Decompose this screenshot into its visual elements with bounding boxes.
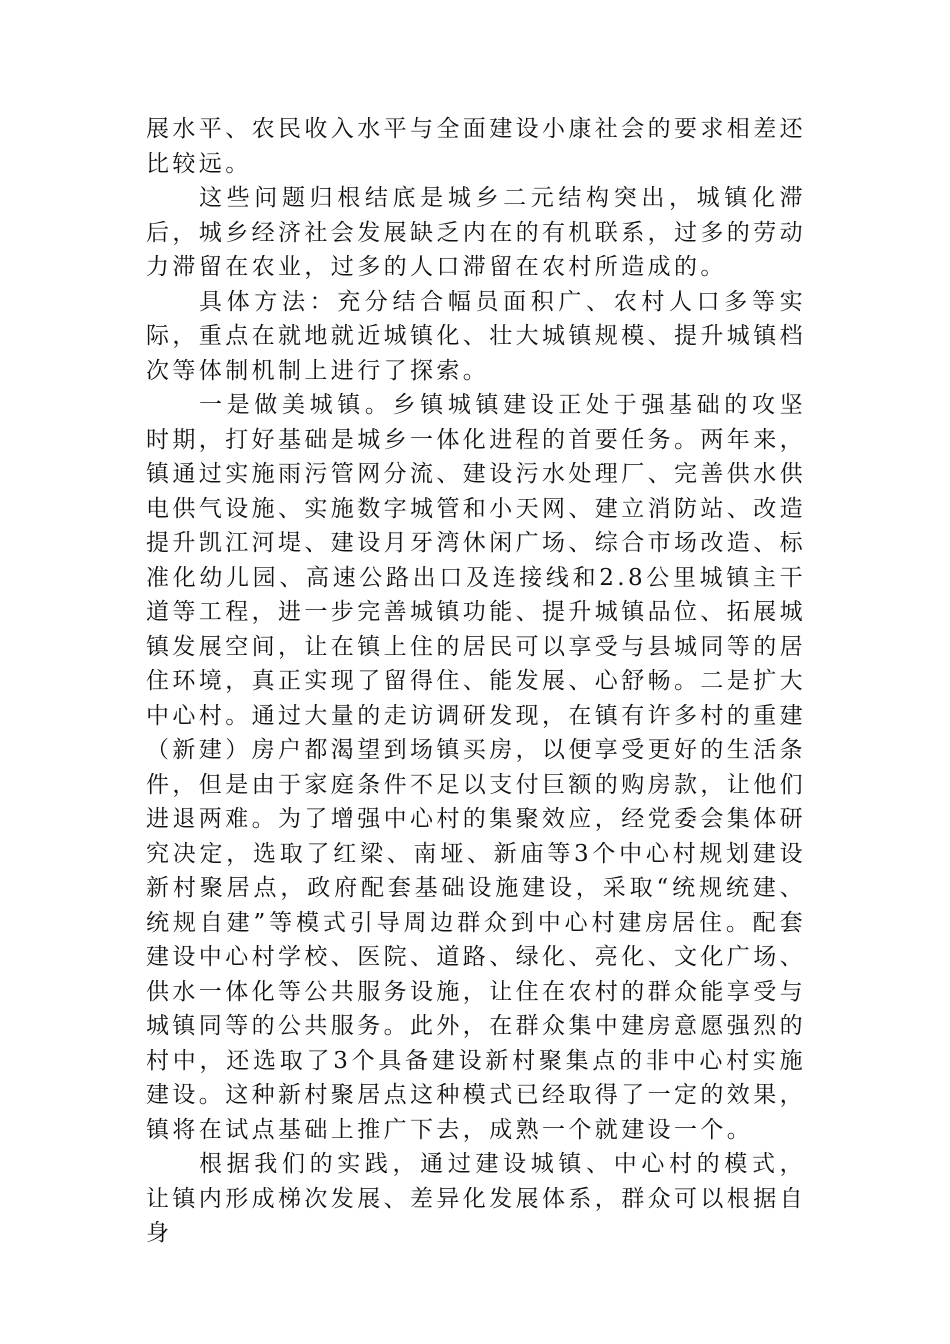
paragraph-continued: 展水平、农民收入水平与全面建设小康社会的要求相差还比较远。 bbox=[146, 116, 806, 177]
paragraph-practice: 根据我们的实践，通过建设城镇、中心村的模式，让镇内形成梯次发展、差异化发展体系，群众可以根据自身 bbox=[146, 1151, 806, 1246]
paragraph-root-cause: 这些问题归根结底是城乡二元结构突出，城镇化滞后，城乡经济社会发展缺乏内在的有机联系，过多的劳动力滞留在农业，过多的人口滞留在农村所造成的。 bbox=[146, 185, 806, 280]
paragraph-methods: 具体方法：充分结合幅员面积广、农村人口多等实际，重点在就地就近城镇化、壮大城镇规模、提升城镇档次等体制机制上进行了探索。 bbox=[146, 288, 806, 384]
document-body bbox=[146, 112, 806, 1251]
paragraph-town-construction: 一是做美城镇。乡镇城镇建设正处于强基础的攻坚时期，打好基础是城乡一体化进程的首要任务。两年来，镇通过实施雨污管网分流、建设污水处理厂、完善供水供电供气设施、实施数字城管和小天网、建立消防站、改造提升凯江河堤、建设月牙湾休闲广场、综合市场改造、标准化幼儿园、高速公路出口及连接线和2.8公里城镇主干道等工程，进一步完善城镇功能、提升城镇品位、拓展城镇发展空间，让在镇上住的居民可以享受与县城同等的居住环境，真正实现了留得住、能发展、心舒畅。二是扩大中心村。通过大量的走访调研发现，在镇有许多村的重建（新建）房户都渴望到场镇买房，以便享受更好的生活条件，但是由于家庭条件不足以支付巨额的购房款，让他们进退两难。为了增强中心村的集聚效应，经党委会集体研究决定，选取了红梁、南垭、新庙等3个中心村规划建设新村聚居点，政府配套基础设施建设，采取“统规统建、统规自建”等模式引导周边群众到中心村建房居住。配套建设中心村学校、医院、道路、绿化、亮化、文化广场、供水一体化等公共服务设施，让住在农村的群众能享受与城镇同等的公共服务。此外，在群众集中建房意愿强烈的村中，还选取了3个具备建设新村聚集点的非中心村实施建设。这种新村聚居点这种模式已经取得了一定的效果，镇将在试点基础上推广下去，成熟一个就建设一个。 bbox=[146, 392, 806, 1143]
